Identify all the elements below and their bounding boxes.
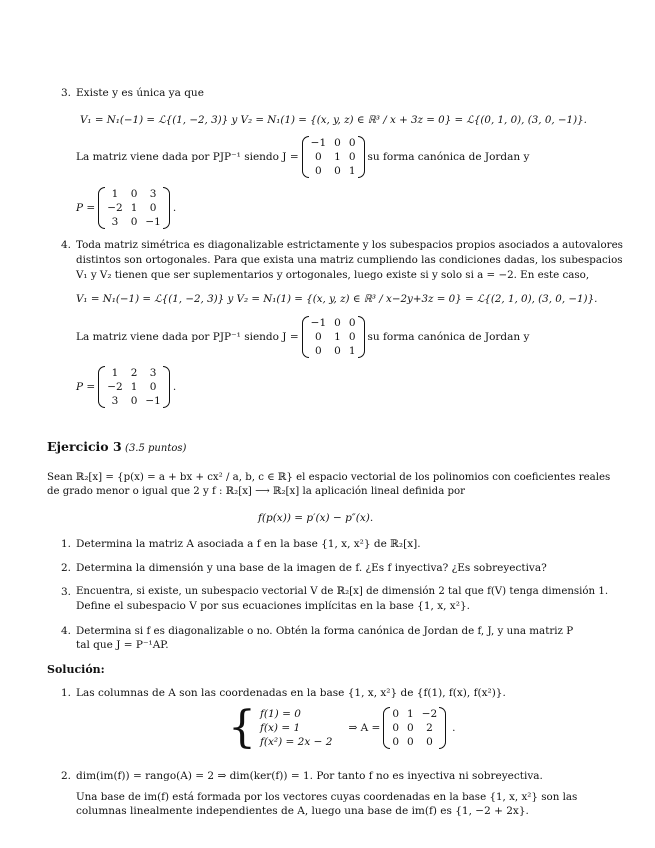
- solution-heading: Solución:: [47, 663, 105, 676]
- matrix-cell: 0: [315, 151, 322, 163]
- end-period: .: [172, 381, 177, 393]
- item-number: 3.: [61, 87, 72, 99]
- matrix-cell: 0: [334, 317, 341, 329]
- item-number: 4.: [61, 239, 72, 251]
- exercise-points: (3.5 puntos): [125, 443, 187, 454]
- definition-formula: f(p(x)) = p′(x) − p″(x).: [258, 512, 374, 524]
- part3-P-row: [76, 187, 176, 229]
- matrix-cell: 1: [407, 708, 414, 720]
- matrix-cell: 0: [348, 317, 356, 329]
- question-line: Encuentra, si existe, un subespacio vectorial V de ℝ₂[x] de dimensión 2 tal que f(V) tenga dimensión 1.: [76, 586, 609, 597]
- question-line: Determina la dimensión y una base de la imagen de f. ¿Es f inyectiva? ¿Es sobreyectiva?: [76, 562, 547, 574]
- part3-intro: Existe y es única ya que: [76, 87, 204, 99]
- right-paren: [358, 316, 365, 358]
- matrix-cell: 1: [348, 165, 356, 177]
- part4-line: V₁ y V₂ tienen que ser suplementarios y ortogonales, luego existe si y solo si a = −2. En este caso,: [76, 269, 590, 281]
- matrix-cell: 3: [149, 367, 157, 379]
- item-number: 3.: [61, 586, 72, 598]
- matrix-cell: −1: [145, 216, 161, 228]
- statement-line: de grado menor o igual que 2 y f : ℝ₂[x] ⟶ ℝ₂[x] la aplicación lineal definida por: [47, 486, 466, 497]
- brace-icon: {: [228, 702, 256, 753]
- matrix-cell: 0: [334, 137, 341, 149]
- matrix-cell: 1: [111, 188, 119, 200]
- matrix-cell: 0: [348, 137, 356, 149]
- matrix-grid: [309, 316, 358, 358]
- matrix-grid: [105, 366, 163, 408]
- matrix-P: [98, 366, 170, 408]
- matrix-cell: 2: [130, 367, 138, 379]
- matrix-cell: 3: [111, 395, 119, 407]
- end-period: .: [452, 722, 456, 734]
- matrix-cell: 0: [149, 202, 157, 214]
- item-number: 2.: [61, 562, 72, 574]
- solution-line: Una base de im(f) está formada por los vectores cuyas coordenadas en la base {1, x, x²} son las: [76, 791, 578, 803]
- part4-line: Toda matriz simétrica es diagonalizable estrictamente y los subespacios propios asociados a autovalores: [76, 239, 623, 251]
- solution-line: dim(im(f)) = rango(A) = 2 ⇒ dim(ker(f)) = 1. Por tanto f no es inyectiva ni sobreyectiva.: [76, 770, 543, 782]
- matrix-cell: −2: [107, 202, 123, 214]
- matrix-grid: [309, 136, 358, 178]
- question-line: Determina si f es diagonalizable o no. Obtén la forma canónica de Jordan de f, J, y una matriz P: [76, 625, 574, 637]
- right-paren: [358, 136, 365, 178]
- equation-system: [260, 707, 332, 749]
- end-period: .: [172, 202, 177, 214]
- matrix-cell: 1: [348, 345, 356, 357]
- system-equation: f(1) = 0: [260, 708, 301, 720]
- item-number: 1.: [61, 538, 72, 550]
- matrix-cell: 0: [392, 736, 399, 748]
- P-label: P =: [76, 381, 96, 393]
- matrix-grid: [105, 187, 163, 229]
- matrix-cell: 0: [130, 216, 138, 228]
- matrix-cell: 0: [334, 345, 341, 357]
- exercise-title: Ejercicio 3: [47, 439, 122, 454]
- right-paren: [439, 707, 446, 749]
- left-paren: [98, 366, 105, 408]
- matrix-cell: 1: [130, 381, 138, 393]
- matrix-cell: 1: [111, 367, 119, 379]
- solution-line: Las columnas de A son las coordenadas en la base {1, x, x²} de {f(1), f(x), f(x²)}.: [76, 687, 506, 699]
- statement-line: Sean ℝ₂[x] = {p(x) = a + bx + cx² / a, b, c ∈ ℝ} el espacio vectorial de los polinomios con coeficientes reales: [47, 472, 611, 483]
- matrix-cell: 0: [407, 736, 414, 748]
- part3-matrix-post: su forma canónica de Jordan y: [367, 151, 530, 163]
- matrix-cell: 0: [130, 395, 138, 407]
- question-line: Determina la matriz A asociada a f en la base {1, x, x²} de ℝ₂[x].: [76, 538, 421, 550]
- solution-line: columnas linealmente independientes de A, luego una base de im(f) es {1, −2 + 2x}.: [76, 805, 529, 817]
- item-number: 4.: [61, 625, 72, 637]
- matrix-cell: −1: [145, 395, 161, 407]
- P-label: P =: [76, 202, 96, 214]
- part3-jordan-row: [76, 136, 529, 178]
- part3-matrix-pre: La matriz viene dada por PJP⁻¹ siendo J =: [76, 151, 299, 163]
- question-line: tal que J = P⁻¹AP.: [76, 639, 169, 651]
- matrix-cell: 0: [407, 722, 414, 734]
- matrix-cell: 0: [315, 345, 322, 357]
- left-paren: [302, 136, 309, 178]
- part4-matrix-pre: La matriz viene dada por PJP⁻¹ siendo J =: [76, 331, 299, 343]
- system-equation: f(x²) = 2x − 2: [260, 736, 333, 748]
- implies-label: ⇒ A =: [348, 722, 381, 734]
- matrix-cell: 3: [149, 188, 157, 200]
- item-number: 1.: [61, 687, 72, 699]
- part4-jordan-row: [76, 316, 529, 358]
- matrix-J: [302, 136, 365, 178]
- item-number: 2.: [61, 770, 72, 782]
- matrix-cell: 0: [392, 722, 399, 734]
- left-paren: [98, 187, 105, 229]
- matrix-cell: 1: [334, 331, 341, 343]
- matrix-cell: 0: [348, 151, 356, 163]
- matrix-cell: −2: [421, 708, 438, 720]
- exercise-heading: [47, 440, 186, 456]
- question-line: Define el subespacio V por sus ecuaciones implícitas en la base {1, x, x²}.: [76, 600, 470, 612]
- matrix-cell: 0: [315, 331, 322, 343]
- part4-equation: V₁ = N₁(−1) = ℒ{(1, −2, 3)} y V₂ = N₁(1) = {(x, y, z) ∈ ℝ³ / x−2y+3z = 0} = ℒ{(2, 1, 0), (3, 0, −1)}.: [76, 293, 598, 305]
- matrix-cell: 1: [334, 151, 341, 163]
- matrix-cell: 0: [334, 165, 341, 177]
- matrix-cell: 0: [348, 331, 356, 343]
- right-paren: [163, 366, 170, 408]
- matrix-cell: 1: [130, 202, 138, 214]
- matrix-A: [383, 707, 446, 749]
- matrix-P: [98, 187, 170, 229]
- left-paren: [383, 707, 390, 749]
- part3-equation: V₁ = N₁(−1) = ℒ{(1, −2, 3)} y V₂ = N₁(1) = {(x, y, z) ∈ ℝ³ / x + 3z = 0} = ℒ{(0, 1, 0), (3, 0, −1)}.: [80, 114, 587, 126]
- part4-matrix-post: su forma canónica de Jordan y: [367, 331, 530, 343]
- system-equation: f(x) = 1: [260, 722, 301, 734]
- matrix-grid: [390, 707, 439, 749]
- matrix-cell: 0: [149, 381, 157, 393]
- matrix-cell: 0: [315, 165, 322, 177]
- part4-P-row: [76, 366, 176, 408]
- right-paren: [163, 187, 170, 229]
- matrix-cell: 0: [130, 188, 138, 200]
- matrix-cell: 0: [426, 736, 433, 748]
- system-row: [228, 702, 456, 753]
- left-paren: [302, 316, 309, 358]
- matrix-cell: 2: [426, 722, 433, 734]
- matrix-cell: −2: [107, 381, 123, 393]
- matrix-cell: −1: [310, 317, 327, 329]
- matrix-cell: −1: [310, 137, 327, 149]
- matrix-cell: 0: [392, 708, 399, 720]
- matrix-J: [302, 316, 365, 358]
- part4-line: distintos son ortogonales. Para que exista una matriz cumpliendo las condiciones dadas, los subespacios: [76, 254, 623, 266]
- matrix-cell: 3: [111, 216, 119, 228]
